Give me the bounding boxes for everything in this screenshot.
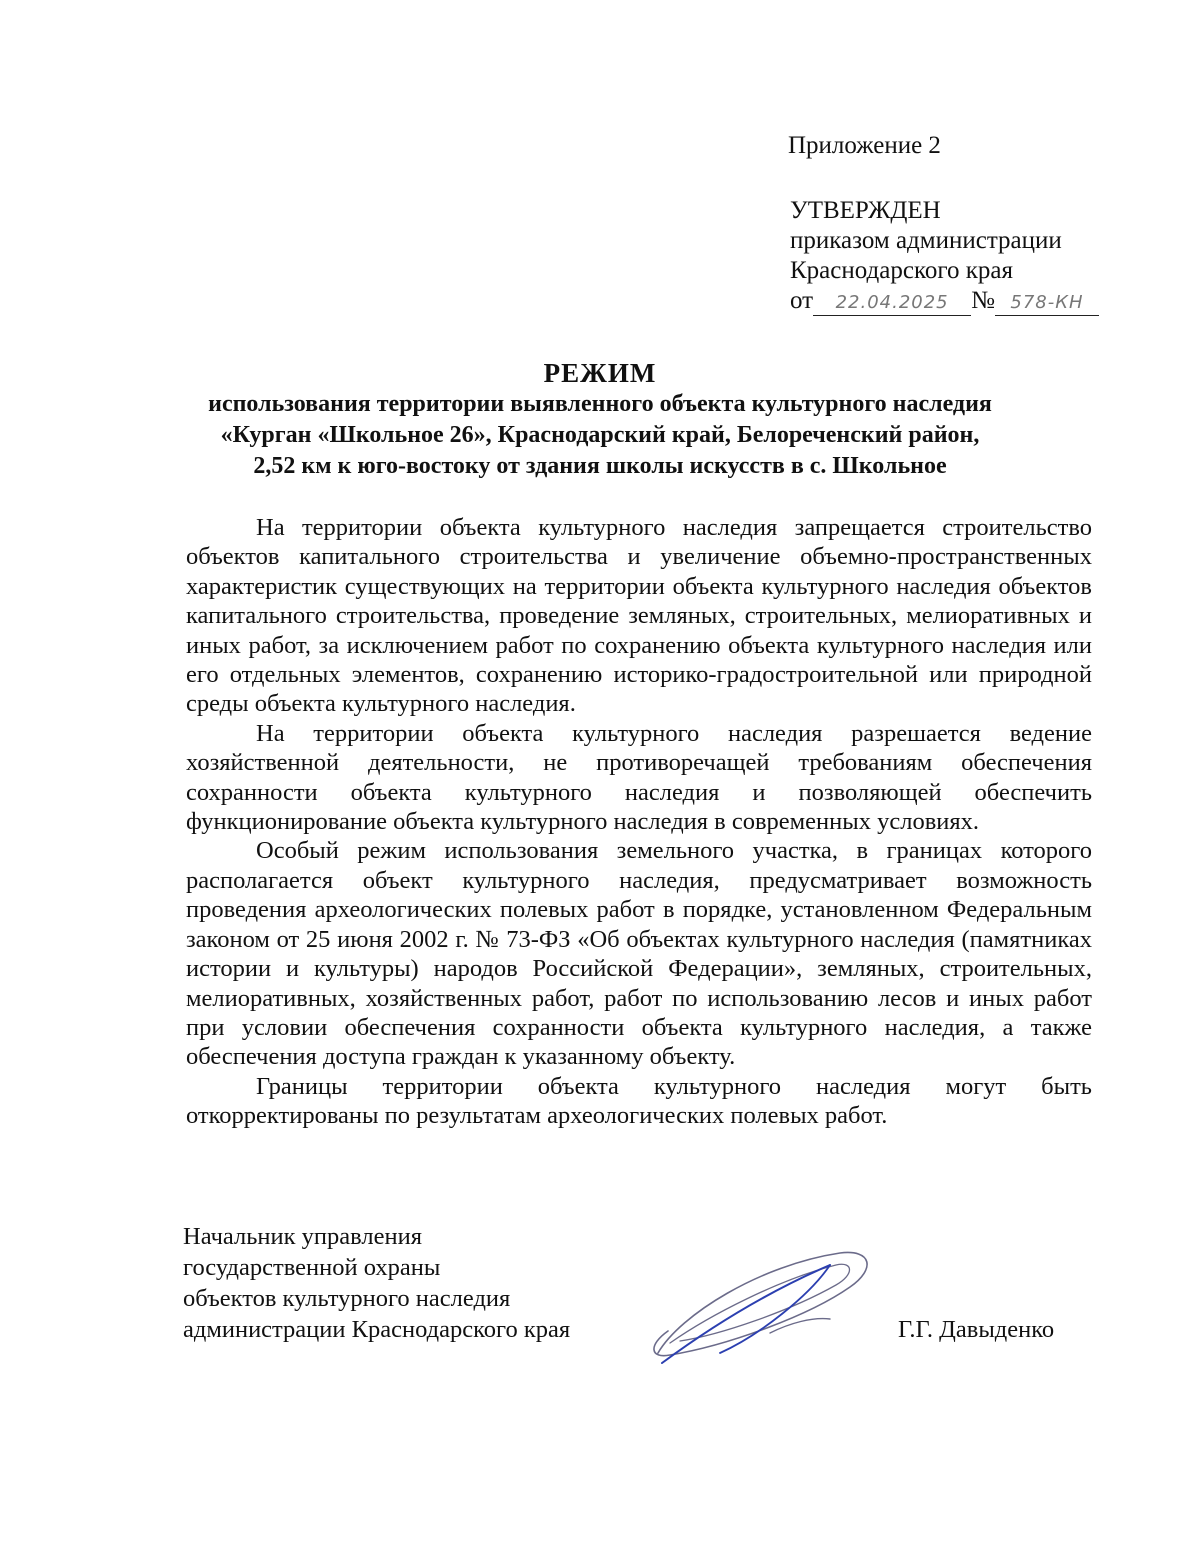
signer-position-line-3: объектов культурного наследия xyxy=(183,1285,511,1312)
signer-position-line-4: администрации Краснодарского края xyxy=(183,1316,571,1343)
paragraph-prohibition: На территории объекта культурного наследия запрещается строительство объектов капитального строительства и увеличение объемно-пространственных характеристик существующих на территории объекта культурного наследия объектов капитального строительства, проведение земляных, строительных, мелиоративных и иных работ, за исключением работ по сохранению объекта культурного наследия или его отдельных элементов, сохранению историко-градостроительной или природной среды объекта культурного наследия. xyxy=(186,514,1092,718)
title-line-1: использования территории выявленного объекта культурного наследия xyxy=(208,391,992,417)
handwritten-signature xyxy=(640,1235,880,1375)
title-line-3: 2,52 км к юго-востоку от здания школы искусств в с. Школьное xyxy=(253,453,947,479)
title-line-2: «Курган «Школьное 26», Краснодарский край, Белореченский район, xyxy=(220,422,980,448)
signature-stroke-main xyxy=(662,1265,830,1363)
signature-stroke-down xyxy=(720,1265,830,1353)
paragraph-special-regime: Особый режим использования земельного участка, в границах которого располагается объект культурного наследия, предусматривает возможность проведения археологических полевых работ в порядке, установленном Федеральным законом от 25 июня 2002 г. № 73-ФЗ «Об объектах культурного наследия (памятниках истории и культуры) народов Российской Федерации», земляных, строительных, мелиоративных, хозяйственных работ, работ по использованию лесов и иных работ при условии обеспечения сохранности объекта культурного наследия, а также обеспечения доступа граждан к указанному объекту. xyxy=(186,837,1092,1071)
title-main: РЕЖИМ xyxy=(543,358,657,388)
document-title xyxy=(150,357,1050,482)
handwritten-order-number: 578-КН xyxy=(995,291,1099,316)
number-label: № xyxy=(971,287,995,314)
appendix-text: Приложение 2 xyxy=(788,132,941,159)
approved-label: УТВЕРЖДЕН xyxy=(790,197,941,224)
signer-position-line-2: государственной охраны xyxy=(183,1254,441,1281)
paragraph-boundaries: Границы территории объекта культурного наследия могут быть откорректированы по результатам археологических полевых работ. xyxy=(186,1072,1092,1130)
approved-by-order: приказом администрации xyxy=(790,227,1062,254)
signature-stroke-hook xyxy=(770,1319,830,1333)
signer-name: Г.Г. Давыденко xyxy=(898,1316,1055,1343)
handwritten-order-date: 22.04.2025 xyxy=(813,291,971,316)
appendix-label xyxy=(788,130,941,162)
order-date-number-line xyxy=(790,286,1099,316)
from-label: от xyxy=(790,287,814,314)
document-body xyxy=(186,513,1092,1131)
approved-region: Краснодарского края xyxy=(790,257,1013,284)
paragraph-permission: На территории объекта культурного наследия разрешается ведение хозяйственной деятельности, не противоречащей требованиям обеспечения сохранности объекта культурного наследия и позволяющей обеспечить функционирование объекта культурного наследия в современных условиях. xyxy=(186,719,1092,836)
approval-stamp-block xyxy=(790,196,1099,316)
signer-position xyxy=(183,1221,570,1345)
signer-position-line-1: Начальник управления xyxy=(183,1223,422,1250)
